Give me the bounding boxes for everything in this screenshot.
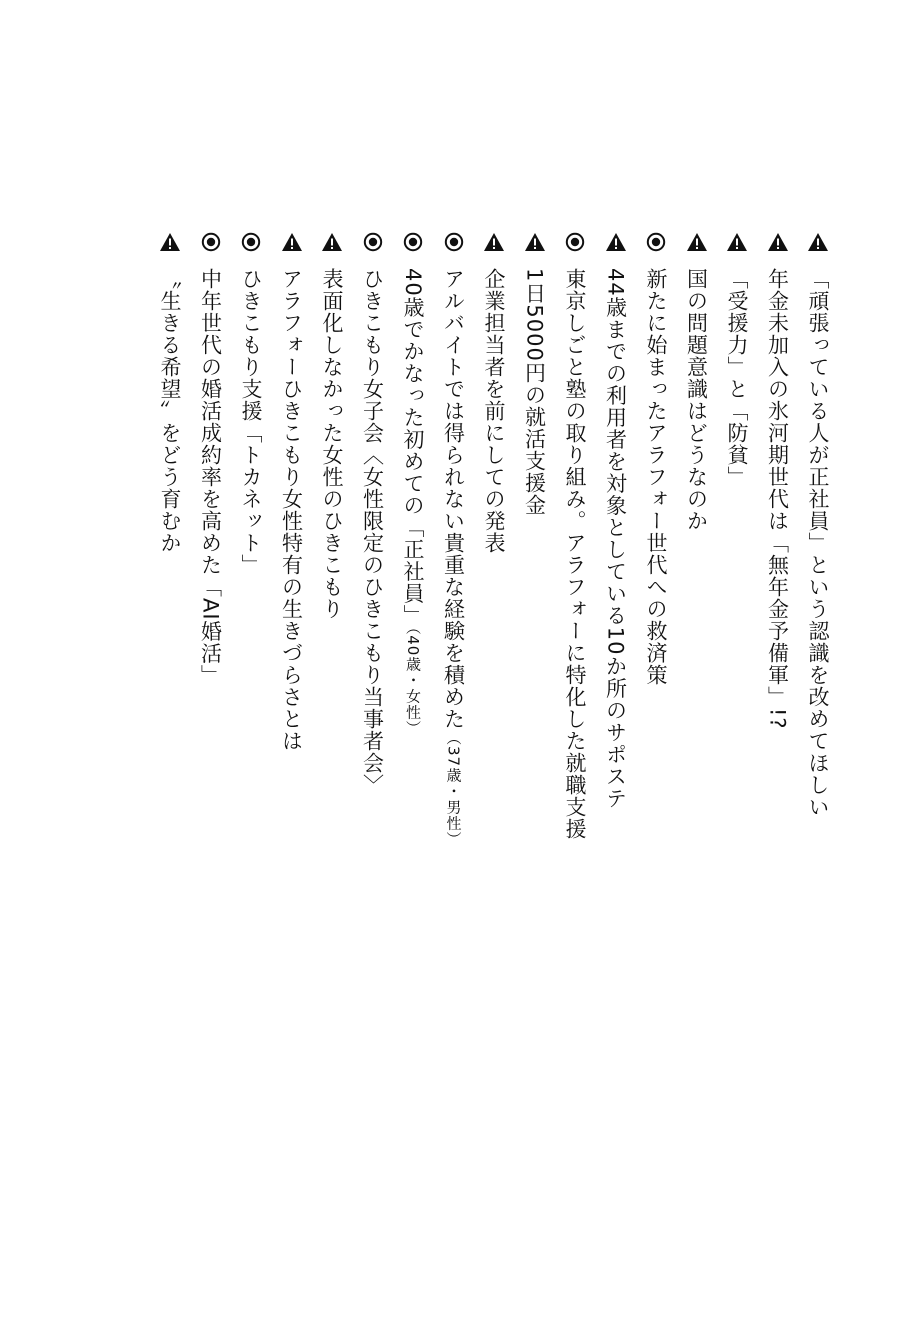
toc-item (764, 230, 792, 730)
toc-item (318, 230, 346, 620)
warning-icon (806, 230, 830, 254)
toc-item (561, 230, 589, 840)
toc-item-title: ひきこもり女子会〈女性限定のひきこもり当事者会〉 (360, 268, 385, 796)
toc-item-title: 表面化しなかった女性のひきこもり (320, 268, 344, 620)
toc-item-title: 中年世代の婚活成約率を高めた「AI婚活」 (198, 268, 223, 687)
toc-item (399, 230, 427, 736)
toc-item-title: 企業担当者を前にしての発表 (482, 268, 506, 554)
toc-item-title: アルバイトでは得られない貴重な経験を積めた（37歳・男性） (441, 268, 466, 848)
warning-icon (766, 230, 790, 254)
toc-item-title: 年金未加入の氷河期世代は「無年金予備軍」!? (765, 268, 790, 730)
warning-icon (685, 230, 709, 254)
toc-item (197, 230, 225, 687)
toc-item (359, 230, 387, 796)
toc-item (237, 230, 265, 576)
warning-icon (523, 230, 547, 254)
toc-item-title: 「頑張っている人が正社員」という認識を改めてほしい (806, 268, 830, 818)
toc-item (723, 230, 751, 488)
bullseye-icon (442, 230, 466, 254)
toc-item (642, 230, 670, 686)
toc-item-title: 東京しごと塾の取り組み。アラフォーに特化した就職支援 (563, 268, 587, 840)
toc-item (804, 230, 832, 818)
toc-item (602, 230, 630, 809)
toc-item-title: 国の問題意識はどうなのか (684, 268, 709, 532)
toc-item-title: 44歳までの利用者を対象としている10か所のサポステ (603, 268, 628, 810)
bullseye-icon (239, 230, 263, 254)
toc-item-title: 1日5000円の就活支援金 (522, 268, 547, 516)
toc-item-title: 「受援力」と「防貧」 (725, 268, 749, 488)
bullseye-icon (199, 230, 223, 254)
warning-icon (604, 230, 628, 254)
bullseye-icon (563, 230, 587, 254)
bullseye-icon (401, 230, 425, 254)
toc-item-title: アラフォーひきこもり女性特有の生きづらさとは (279, 268, 304, 752)
toc-item (156, 230, 184, 554)
toc-item (278, 230, 306, 752)
bullseye-icon (644, 230, 668, 254)
toc-item (521, 230, 549, 516)
bullseye-icon (361, 230, 385, 254)
warning-icon (725, 230, 749, 254)
toc-item-title: 40歳でかなった初めての「正社員」（40歳・女性） (401, 268, 425, 737)
toc-item (440, 230, 468, 847)
toc-item-title: 新たに始まったアラフォー世代への救済策 (644, 268, 668, 686)
warning-icon (158, 230, 182, 254)
warning-icon (482, 230, 506, 254)
toc-item (683, 230, 711, 532)
toc-item-title: ひきこもり支援「トカネット」 (239, 268, 263, 576)
warning-icon (320, 230, 344, 254)
warning-icon (280, 230, 304, 254)
table-of-contents (156, 230, 832, 870)
toc-item (480, 230, 508, 554)
toc-item-title: 〝生きる希望〟をどう育むか (158, 268, 182, 554)
